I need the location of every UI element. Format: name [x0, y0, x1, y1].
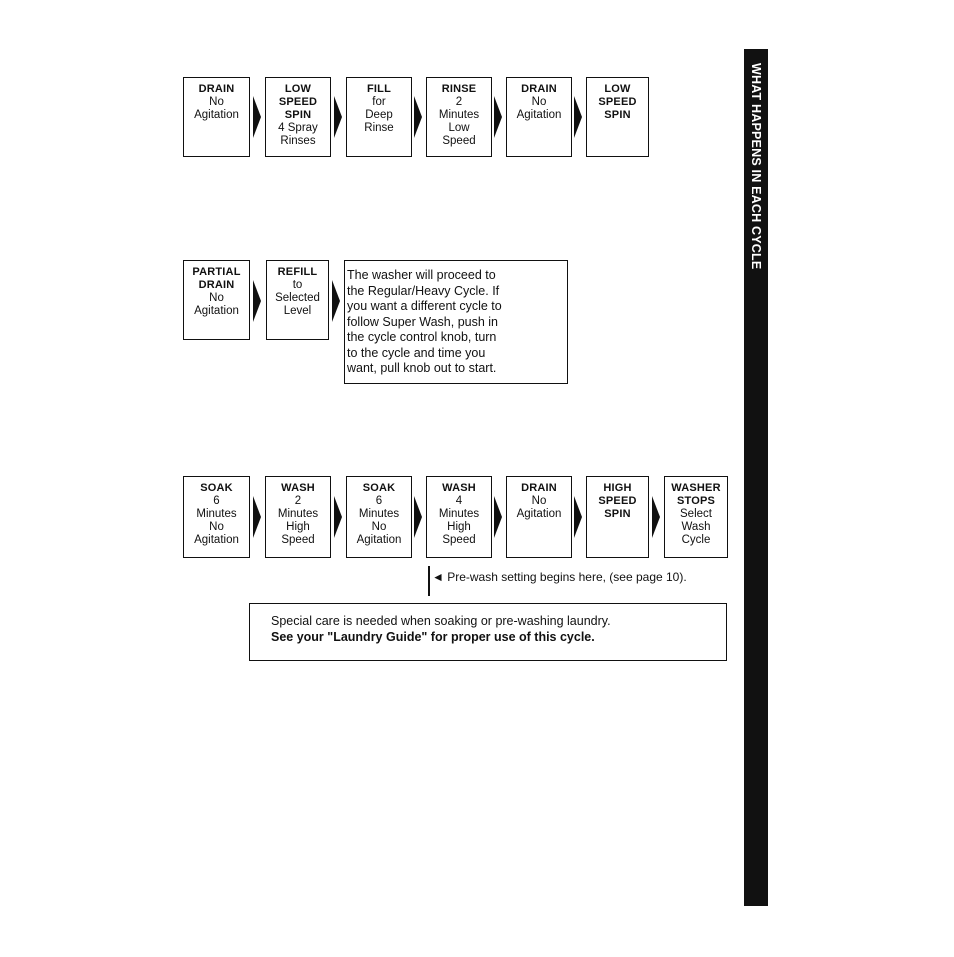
step-detail: 4 Minutes High Speed — [438, 495, 480, 546]
special-care-line1: Special care is needed when soaking or pre-washing laundry. — [271, 614, 611, 628]
row1-step-3 — [346, 77, 412, 157]
flow-arrow-icon — [253, 96, 261, 138]
step-heading: RINSE — [441, 83, 477, 95]
row3-step-3 — [346, 476, 412, 558]
step-detail: for Deep Rinse — [364, 96, 394, 134]
row1-step-5 — [506, 77, 572, 157]
step-detail: 2 Minutes High Speed — [277, 495, 319, 546]
row1-step-2 — [265, 77, 331, 157]
flow-arrow-icon — [334, 96, 342, 138]
row1-step-4 — [426, 77, 492, 157]
step-heading: PARTIAL DRAIN — [192, 266, 241, 291]
flow-arrow-icon — [652, 496, 660, 538]
flow-arrow-icon — [574, 496, 582, 538]
step-detail: 6 Minutes No Agitation — [356, 495, 402, 546]
row2-cycle-note — [344, 260, 568, 384]
step-detail: No Agitation — [194, 96, 239, 121]
flow-arrow-icon — [334, 496, 342, 538]
step-heading: SOAK — [362, 482, 396, 494]
row3-step-4 — [426, 476, 492, 558]
flow-arrow-icon — [494, 496, 502, 538]
flow-arrow-icon — [414, 96, 422, 138]
prewash-marker — [428, 566, 430, 596]
step-heading: FILL — [366, 83, 391, 95]
flow-arrow-icon — [574, 96, 582, 138]
flow-arrow-icon — [494, 96, 502, 138]
row2-step-1 — [183, 260, 250, 340]
row3-step-2 — [265, 476, 331, 558]
row3-step-1 — [183, 476, 250, 558]
step-detail: 6 Minutes No Agitation — [194, 495, 239, 546]
step-detail: No Agitation — [516, 495, 562, 520]
special-care-line2: See your "Laundry Guide" for proper use of this cycle. — [271, 630, 595, 644]
step-heading: HIGH SPEED SPIN — [598, 482, 637, 520]
step-detail: to Selected Level — [275, 279, 320, 317]
step-heading: LOW SPEED SPIN — [278, 83, 318, 121]
sidebar-title: WHAT HAPPENS IN EACH CYCLE — [749, 63, 763, 270]
step-heading: DRAIN — [521, 482, 557, 494]
step-heading: DRAIN — [198, 83, 235, 95]
flow-arrow-icon — [253, 496, 261, 538]
flow-arrow-icon — [414, 496, 422, 538]
step-detail: No Agitation — [194, 292, 239, 317]
step-detail: 2 Minutes Low Speed — [438, 96, 480, 147]
row1-step-6 — [586, 77, 649, 157]
row3-step-7 — [664, 476, 728, 558]
step-heading: WASHER STOPS — [671, 482, 721, 507]
step-heading: WASH — [281, 482, 315, 494]
step-detail: Select Wash Cycle — [680, 508, 712, 546]
step-heading: SOAK — [200, 482, 233, 494]
special-care-box — [249, 603, 727, 661]
row1-step-1 — [183, 77, 250, 157]
section-sidebar — [744, 49, 768, 906]
step-detail: No Agitation — [516, 96, 562, 121]
flow-arrow-icon — [332, 280, 340, 322]
flow-arrow-icon — [253, 280, 261, 322]
prewash-note: ◄ Pre-wash setting begins here, (see page 10). — [432, 570, 687, 584]
step-heading: DRAIN — [521, 83, 557, 95]
step-heading: LOW SPEED SPIN — [598, 83, 637, 121]
row3-step-6 — [586, 476, 649, 558]
step-heading: REFILL — [277, 266, 318, 278]
row2-step-2 — [266, 260, 329, 340]
row3-step-5 — [506, 476, 572, 558]
step-detail: 4 Spray Rinses — [278, 122, 318, 147]
step-heading: WASH — [442, 482, 476, 494]
cycle-note-text: The washer will proceed to the Regular/Heavy Cycle. If you want a different cycle to follow Super Wash, push in the cycle control knob, turn to the cycle and time you want, pull knob out to start. — [347, 268, 502, 375]
